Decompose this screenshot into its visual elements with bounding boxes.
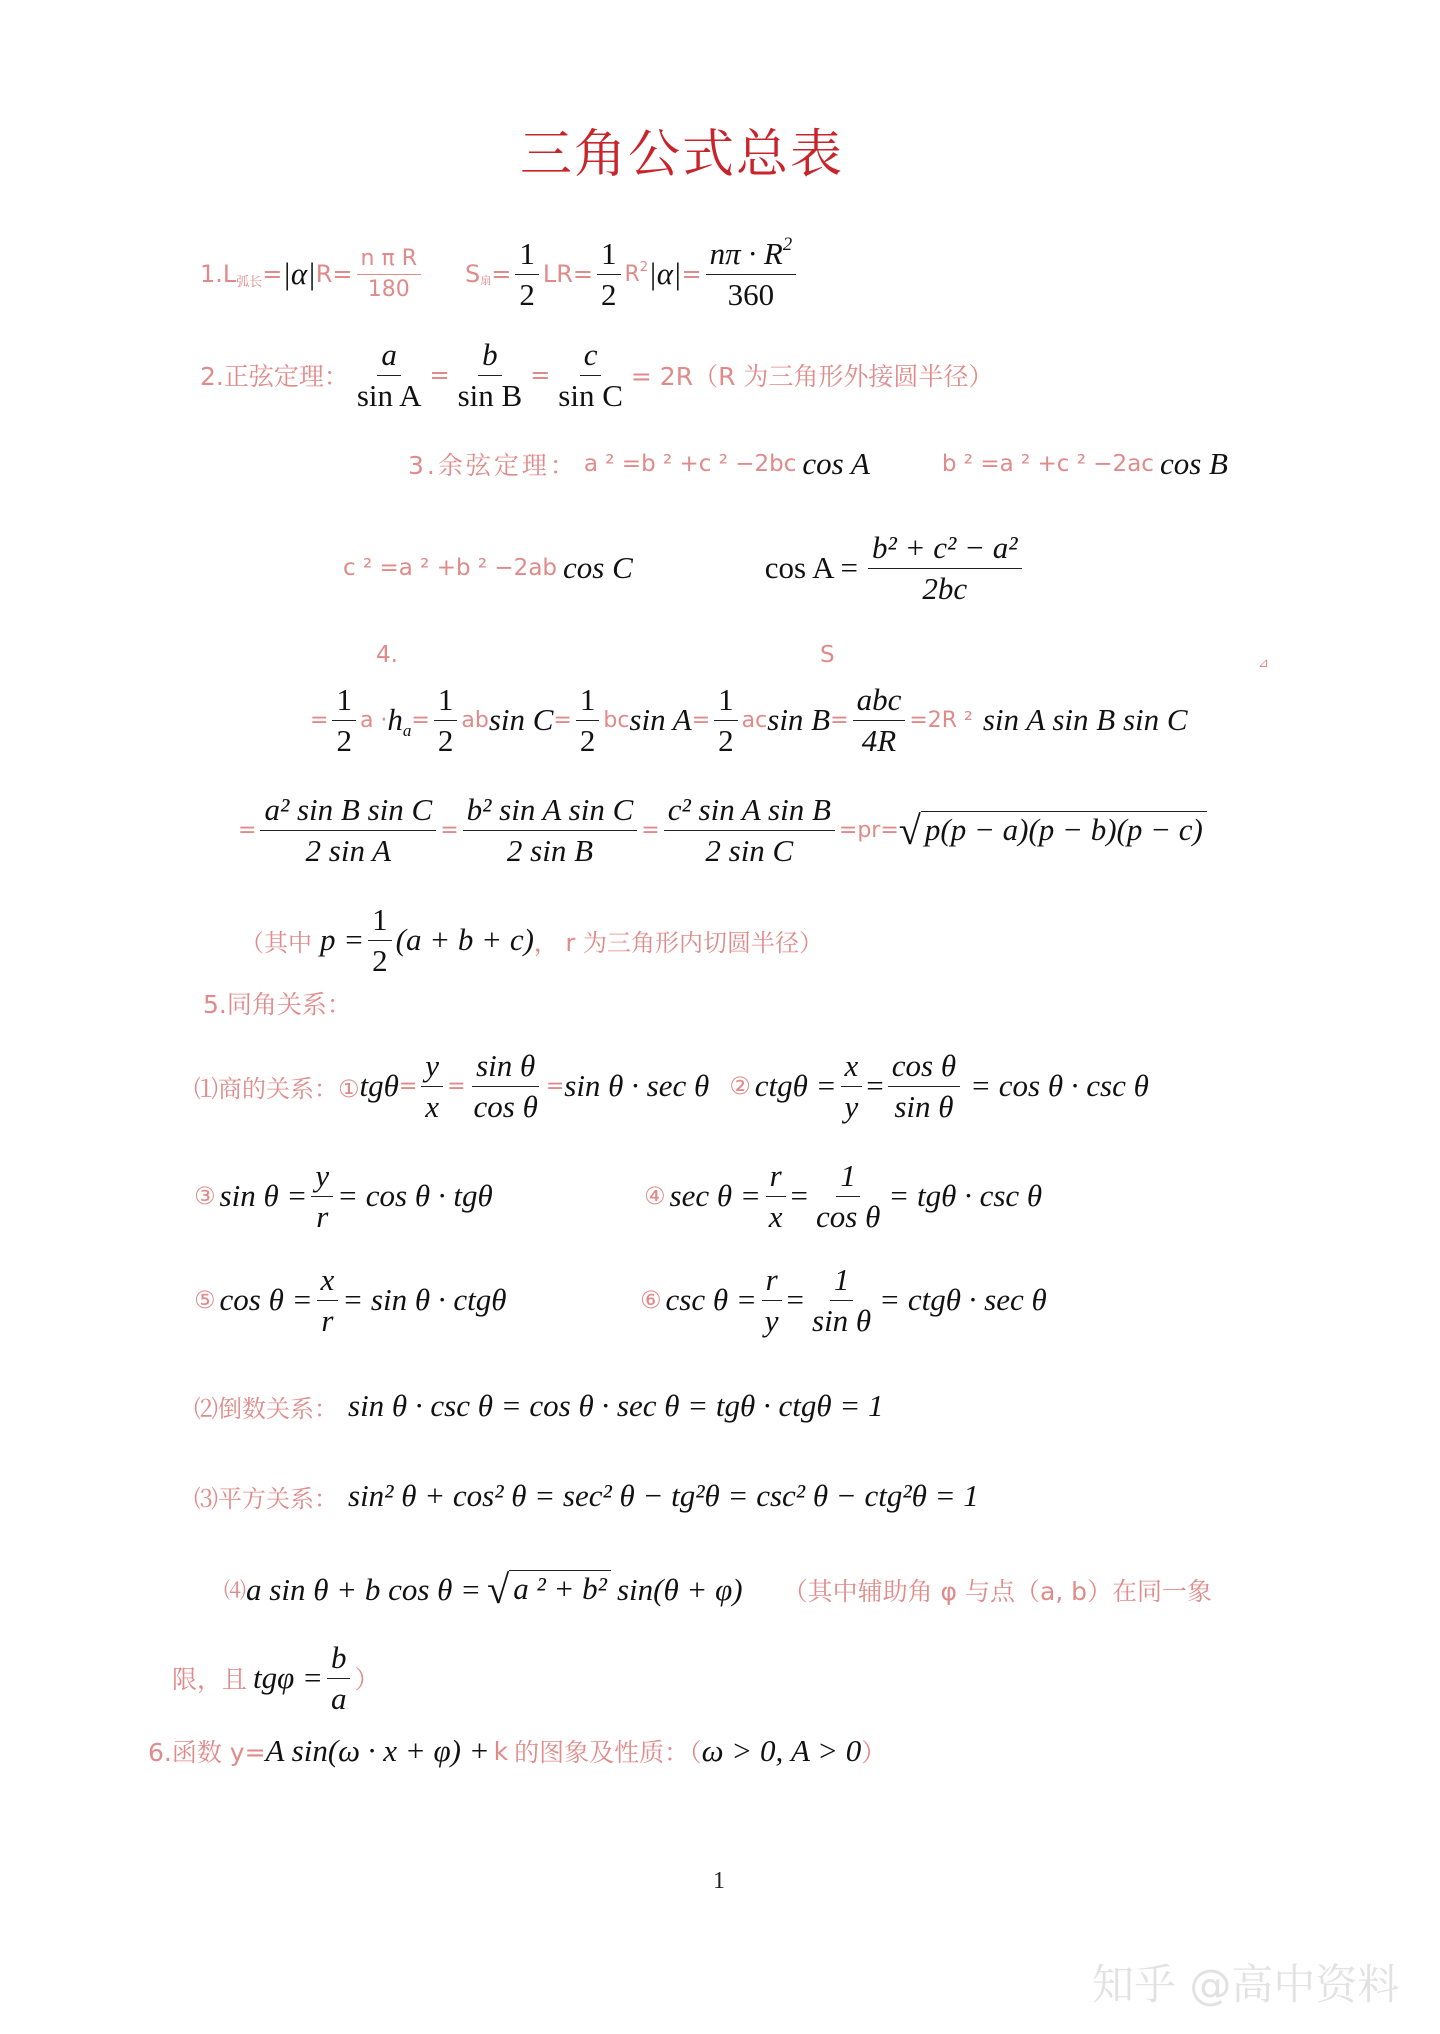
half-den-2: 2	[601, 276, 617, 312]
arc-sub: 弧长	[236, 274, 263, 290]
cosa-den: 2bc	[922, 570, 968, 606]
auxiliary-angle-cont: 限，且 tgφ = $\frac{b}{a}$ ）	[172, 1640, 380, 1716]
area-formula-line1: = $\frac{1}{2}$ a · $h_a$ = $\frac{1}{2}$ ab sin C = $\frac{1}{2}$ bc sin A = $\frac{1}{2}$ ac sin B = $\frac{\text{abc}}{4R}$ =2R ² sin A sin B sin C	[310, 682, 1188, 758]
semi-perimeter-note: （其中 p = $\frac{1}{2}$ (a + b + c) ， r 为三角形内切圆半径）	[240, 902, 824, 978]
same-angle-label: 5.同角关系：	[203, 990, 352, 1019]
page-number: 1	[713, 1868, 725, 1894]
area-formula-line2: = $\frac{\text{a² sin B sin C}}{\text{2 sin A}}$ = $\frac{\text{b² sin A sin C}}{\text{2 sin B}}$ = $\frac{\text{c² sin A sin B}}{\text{2 sin C}}$ =pr= √ p(p − a)(p − b)(p − c)	[238, 792, 1207, 868]
c-num: c	[580, 337, 602, 376]
sina-den: sin A	[356, 377, 422, 413]
cos-f1-text: a ² =b ² +c ² −2bc	[583, 451, 797, 477]
cos-f3-math: cos C	[563, 550, 633, 586]
cosines-label: 3.余弦定理：	[408, 451, 578, 480]
sines-label: 2.正弦定理：	[200, 362, 349, 392]
half-num-2: 1	[597, 236, 621, 275]
arc-eq: =	[262, 260, 283, 289]
a-num: a	[377, 337, 401, 376]
law-of-cosines-line2	[343, 530, 1026, 606]
relation-3: ③ sin θ = $\frac{y}{r}$ = cos θ · tgθ	[194, 1158, 493, 1234]
quotient-relations: ⑴商的关系：① tgθ = $\frac{y}{x}$ = $\frac{\text{sin θ}}{\text{cos θ}}$ = sin θ · sec θ ② ctgθ = $\frac{x}{y}$ = $\frac{\text{cos θ}}{\text{sin θ}}$ = cos θ · csc θ	[194, 1048, 1149, 1124]
npir-frac	[357, 246, 421, 302]
cos-f2-math: cos B	[1159, 446, 1228, 481]
abs-alpha: |α|	[282, 256, 316, 292]
sinb-den: sin B	[457, 377, 523, 413]
relation-5: ⑤ cos θ = $\frac{x}{r}$ = sin θ · ctgθ	[194, 1262, 507, 1338]
r-eq: R=	[315, 260, 353, 289]
sines-tail: = 2R（R 为三角形外接圆半径）	[630, 362, 994, 392]
square-relations: ⑶平方关系： sin² θ + cos² θ = sec² θ − tg²θ = csc² θ − ctg²θ = 1	[194, 1478, 979, 1513]
reciprocal-relations: ⑵倒数关系： sin θ · csc θ = cos θ · sec θ = tgθ · ctgθ = 1	[194, 1388, 884, 1423]
npir2-num: $n\pi \cdot R^2$	[706, 236, 797, 275]
watermark: 知乎 @高中资料	[1092, 1960, 1400, 2009]
cos-f3-text: c ² =a ² +b ² −2ab	[343, 555, 558, 582]
b-num: b	[478, 337, 502, 376]
a-over-sina	[353, 337, 426, 413]
npir-den: 180	[367, 276, 410, 302]
npir2-frac	[706, 236, 797, 312]
cosa-frac	[868, 530, 1021, 606]
sinusoid-section: 6.函数 y= A sin(ω · x + φ) + k 的图象及性质：（ ω > 0, A > 0 ）	[148, 1733, 887, 1768]
triangle-mark: ⊿	[1258, 656, 1269, 671]
relation-6: ⑥ csc θ = $\frac{r}{y}$ = $\frac{1}{\text{sin θ}}$ = ctgθ · sec θ	[640, 1262, 1047, 1338]
lr-text: LR=	[542, 260, 593, 289]
relation-4: ④ sec θ = $\frac{r}{x}$ = $\frac{1}{\text{cos θ}}$ = tgθ · csc θ	[644, 1158, 1043, 1234]
sinc-den: sin C	[558, 377, 623, 413]
half-num-1: 1	[515, 236, 539, 275]
cos-f1-math: cos A	[802, 446, 870, 481]
formula-arc-length: 1.L 弧长 = |α| R= $\frac{\text{n π R}}{180}$ S 扇 = $\frac{1}{2}$ LR= $\frac{1}{2}$ $R^2$ |α| = $\frac{n\pi \cdot R^2}{360}$	[200, 236, 800, 312]
auxiliary-angle: ⑷ a sin θ + b cos θ = √ a ² + b² sin(θ + φ) （其中辅助角 φ 与点（a, b）在同一象	[224, 1567, 1213, 1612]
area-s: S	[820, 642, 835, 668]
cosa-lhs: cos A =	[764, 550, 859, 586]
page-title: 三角公式总表	[520, 125, 845, 185]
half-frac-2	[597, 236, 621, 312]
c-over-sinc	[554, 337, 627, 413]
law-of-cosines-line1	[408, 446, 1228, 482]
cos-f2-text: b ² =a ² +c ² −2ac	[941, 451, 1154, 477]
arc-label: 1.L	[200, 260, 237, 289]
sector-sub: 扇	[480, 274, 492, 288]
area-label: 4.	[376, 642, 398, 668]
law-of-sines: 2.正弦定理： $\frac{a}{\text{sin A}}$ = $\frac{b}{\text{sin B}}$ = $\frac{c}{\text{sin C}}$ = 2R（R 为三角形外接圆半径）	[200, 337, 994, 413]
abs-alpha-2: |α|	[648, 256, 682, 292]
half-frac-1	[515, 236, 539, 312]
r2-text: $R^2$	[624, 259, 649, 287]
half-den-1: 2	[519, 276, 535, 312]
npir2-den: 360	[727, 276, 775, 312]
sector-label: S	[465, 260, 481, 289]
b-over-sinb	[454, 337, 527, 413]
cosa-num: b² + c² − a²	[868, 530, 1021, 569]
npir-num: n π R	[357, 246, 421, 274]
